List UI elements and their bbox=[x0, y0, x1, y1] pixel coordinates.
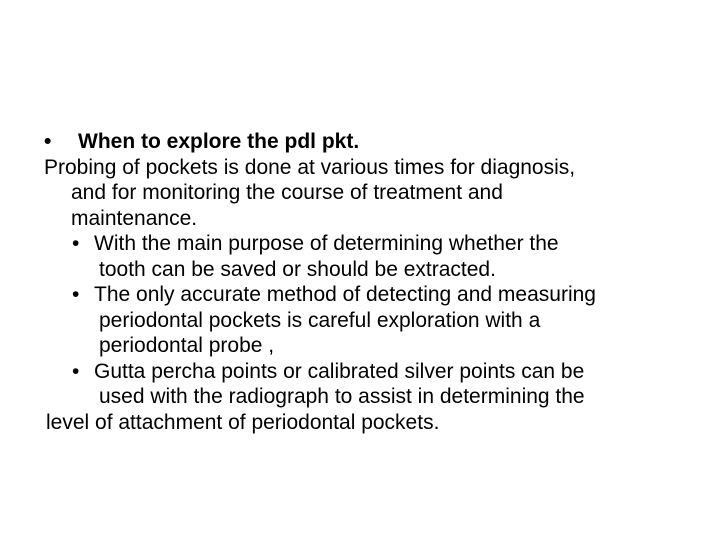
closing-line: level of attachment of periodontal pockets. bbox=[46, 410, 440, 434]
intro-line: maintenance. bbox=[71, 206, 198, 230]
intro-line: Probing of pockets is done at various times for diagnosis, bbox=[44, 155, 576, 179]
heading-line bbox=[44, 129, 704, 155]
intro-line: and for monitoring the course of treatment and bbox=[71, 181, 503, 204]
slide-body bbox=[44, 129, 704, 435]
bullet-text-continuation: used with the radiograph to assist in determining the bbox=[99, 385, 585, 408]
bullet-icon: • bbox=[72, 283, 80, 306]
bullet-point-3 bbox=[44, 359, 704, 385]
bullet-text: With the main purpose of determining whether the bbox=[94, 232, 559, 255]
bullet-icon: • bbox=[72, 232, 80, 255]
bullet-icon: • bbox=[72, 359, 80, 383]
bullet-text: The only accurate method of detecting and measuring bbox=[94, 283, 596, 306]
slide-heading: When to explore the pdl pkt. bbox=[78, 130, 360, 153]
bullet-point-1 bbox=[44, 231, 704, 257]
bullet-text-continuation: periodontal probe , bbox=[99, 334, 275, 357]
bullet-text-continuation: periodontal pockets is careful exploration with a bbox=[99, 308, 541, 332]
bullet-point-2 bbox=[44, 282, 704, 308]
bullet-icon: • bbox=[44, 130, 52, 153]
bullet-text-continuation: tooth can be saved or should be extracted. bbox=[99, 257, 496, 281]
bullet-text: Gutta percha points or calibrated silver points can be bbox=[94, 359, 585, 383]
